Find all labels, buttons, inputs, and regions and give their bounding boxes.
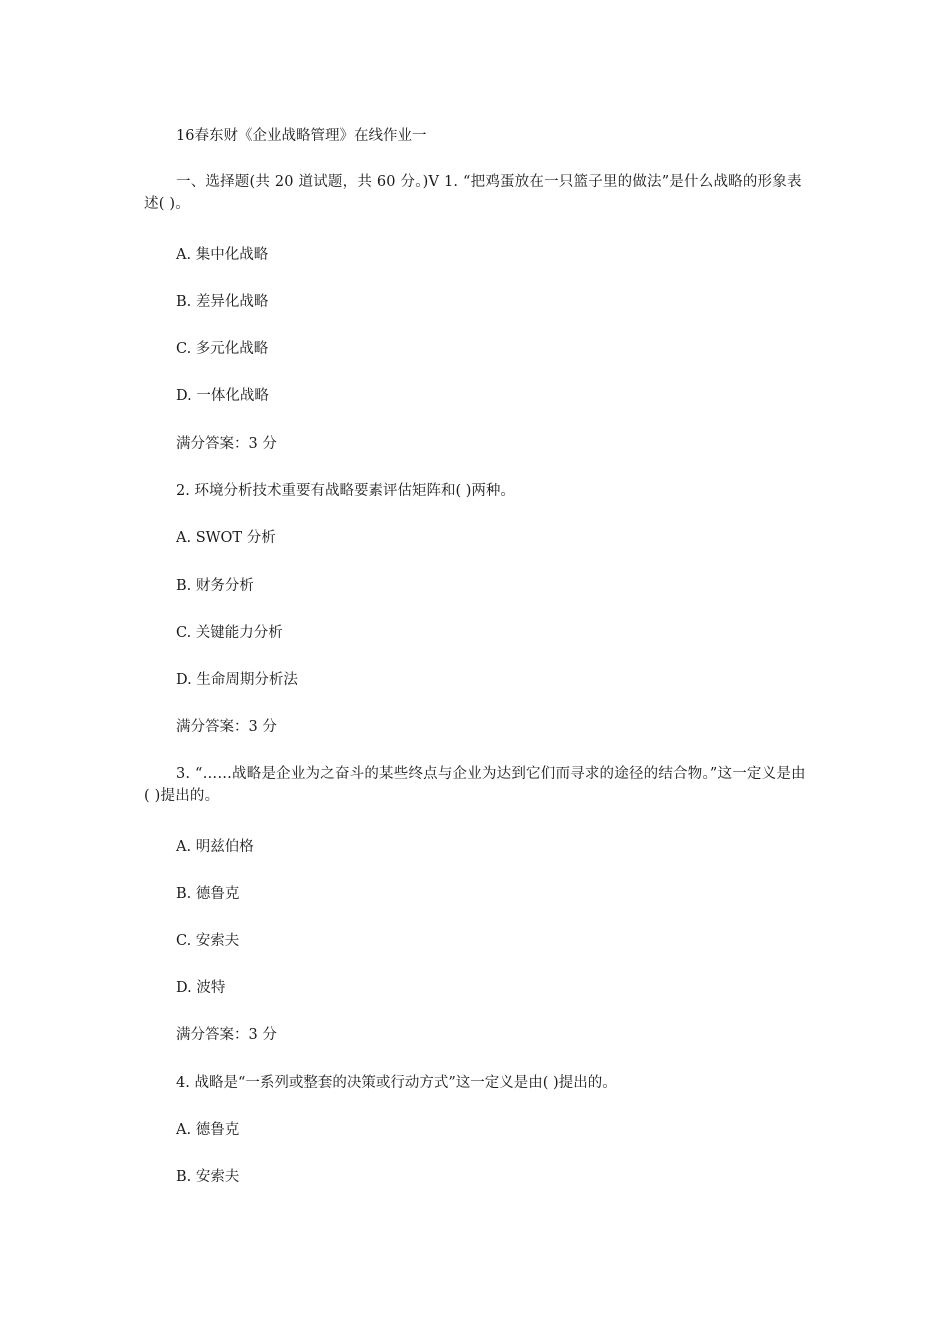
question-2-option-b: B. 财务分析 xyxy=(176,578,254,594)
question-3-stem: 3. “……战略是企业为之奋斗的某些终点与企业为达到它们而寻求的途径的结合物。”这一定义是由( )提出的。 xyxy=(144,766,806,804)
question-2-option-a: A. SWOT 分析 xyxy=(176,530,276,546)
question-3-option-a: A. 明兹伯格 xyxy=(176,839,254,855)
question-2-score: 满分答案：3 分 xyxy=(176,719,277,735)
question-2-option-c: C. 关键能力分析 xyxy=(176,625,283,641)
question-1-option-c: C. 多元化战略 xyxy=(176,341,269,357)
question-1-score: 满分答案：3 分 xyxy=(176,436,277,452)
question-1-option-b: B. 差异化战略 xyxy=(176,294,269,310)
question-3-option-d: D. 波特 xyxy=(176,980,226,996)
question-1-option-a: A. 集中化战略 xyxy=(176,247,269,263)
question-3-option-b: B. 德鲁克 xyxy=(176,886,240,902)
question-4-option-a: A. 德鲁克 xyxy=(176,1122,240,1138)
question-1-stem: 一、选择题(共 20 道试题，共 60 分。)V 1. “把鸡蛋放在一只篮子里的做法”是什么战略的形象表述( )。 xyxy=(144,174,802,212)
question-3-score: 满分答案：3 分 xyxy=(176,1027,277,1043)
question-4-stem: 4. 战略是“一系列或整套的决策或行动方式”这一定义是由( )提出的。 xyxy=(176,1075,617,1091)
question-4-option-b: B. 安索夫 xyxy=(176,1169,240,1185)
document-title: 16春东财《企业战略管理》在线作业一 xyxy=(176,128,427,144)
question-2-option-d: D. 生命周期分析法 xyxy=(176,672,298,688)
question-3-option-c: C. 安索夫 xyxy=(176,933,240,949)
question-2-stem: 2. 环境分析技术重要有战略要素评估矩阵和( )两种。 xyxy=(176,483,515,499)
question-1-option-d: D. 一体化战略 xyxy=(176,388,269,404)
